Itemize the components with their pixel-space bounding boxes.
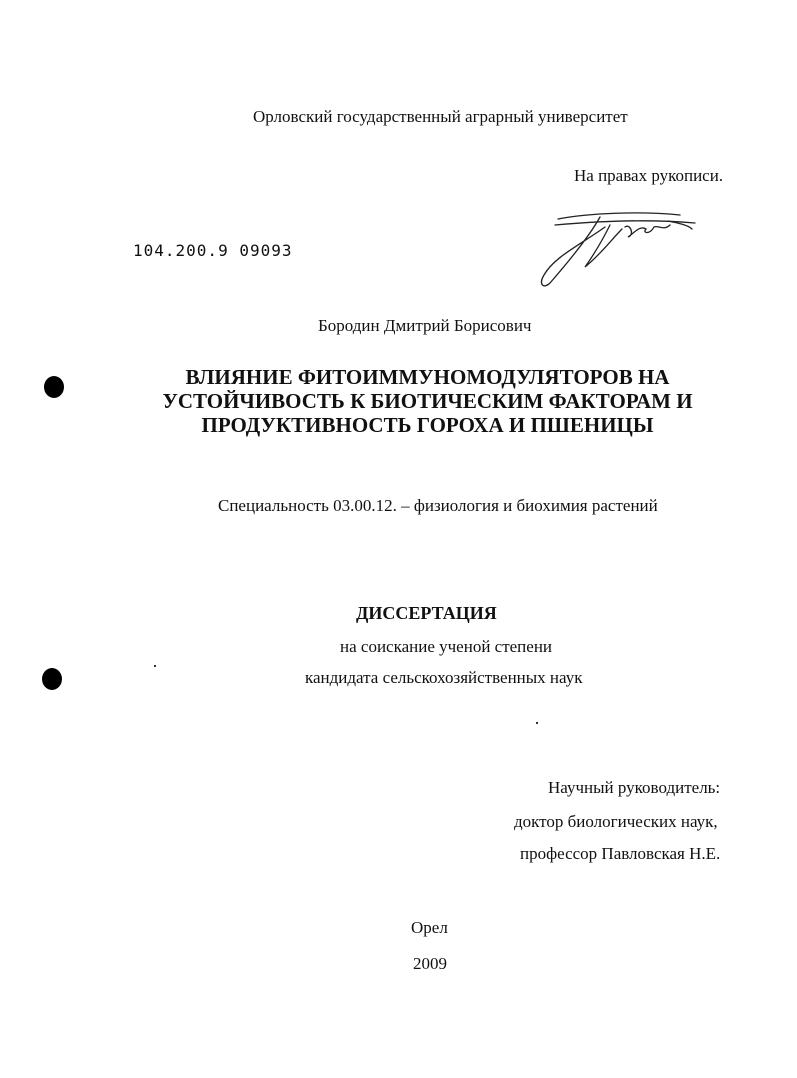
rights-note: На правах рукописи. <box>574 166 724 185</box>
author-name: Бородин Дмитрий Борисович <box>318 316 532 335</box>
thesis-title <box>150 365 705 437</box>
signature-icon <box>530 205 700 290</box>
binding-hole-icon <box>42 668 62 690</box>
year: 2009 <box>413 954 447 973</box>
supervisor-label: Научный руководитель: <box>548 778 721 797</box>
binding-hole-icon <box>44 376 64 398</box>
supervisor-degree: доктор биологических наук, <box>514 812 718 831</box>
supervisor-name: профессор Павловская Н.Е. <box>520 844 721 863</box>
scan-speck <box>536 722 538 724</box>
university-name: Орловский государственный аграрный университет <box>253 107 628 126</box>
thesis-title-line: ПРОДУКТИВНОСТЬ ГОРОХА И ПШЕНИЦЫ <box>201 413 654 437</box>
degree-line: кандидата сельскохозяйственных наук <box>305 668 583 687</box>
archive-number: 104.200.9 09093 <box>133 241 293 260</box>
specialty-line: Специальность 03.00.12. – физиология и биохимия растений <box>218 496 658 515</box>
document-type: ДИССЕРТАЦИЯ <box>356 603 497 623</box>
city: Орел <box>411 918 448 937</box>
thesis-title-line: ВЛИЯНИЕ ФИТОИММУНОМОДУЛЯТОРОВ НА <box>185 365 670 389</box>
degree-line: на соискание ученой степени <box>340 637 553 656</box>
scan-speck <box>154 665 156 667</box>
thesis-title-line: УСТОЙЧИВОСТЬ К БИОТИЧЕСКИМ ФАКТОРАМ И <box>162 389 693 413</box>
